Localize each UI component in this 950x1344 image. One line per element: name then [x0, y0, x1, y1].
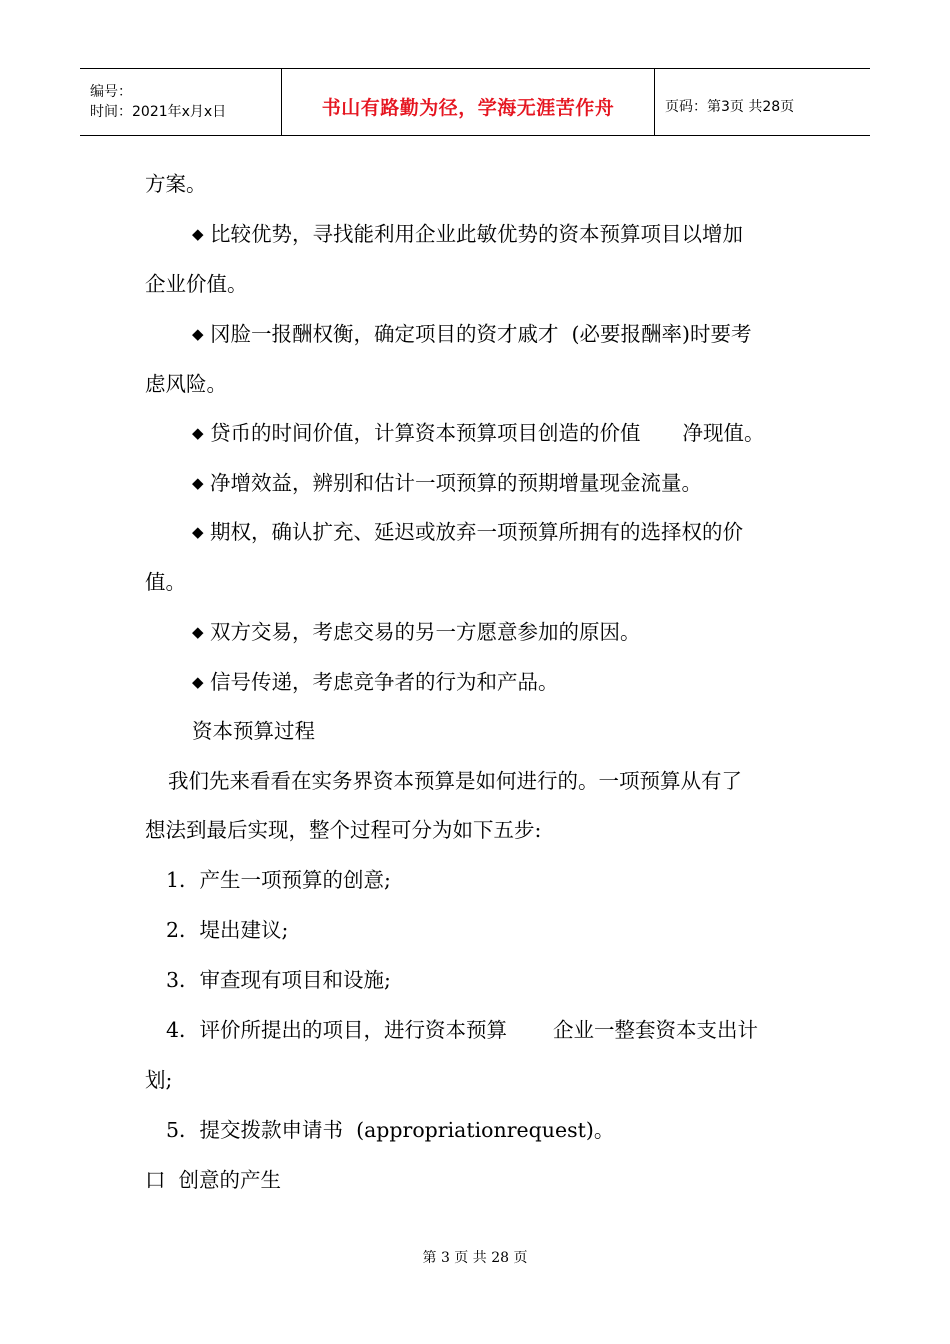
step-item: 3．审查现有项目和设施; — [166, 968, 391, 992]
text-line: 方案。 — [145, 172, 207, 196]
header-motto-cell — [282, 69, 655, 135]
bullet-item — [192, 469, 702, 497]
text-line: 值。 — [145, 570, 186, 594]
page-header — [80, 68, 870, 136]
diamond-bullet-icon: ◆ — [192, 225, 204, 243]
section-heading: 资本预算过程 — [192, 719, 315, 743]
header-page-label: 页码：第3页 共28页 — [665, 99, 795, 115]
bullet-text: 比较优势，寻找能利用企业此敏优势的资本预算项目以增加 — [210, 222, 743, 246]
step-text: 4．评价所提出的项目，进行资本预算 — [166, 1018, 508, 1042]
text-line: 划; — [145, 1068, 173, 1092]
text-line: 企业价值。 — [145, 272, 248, 296]
diamond-bullet-icon: ◆ — [192, 623, 204, 641]
bullet-text: 贷币的时间价值，计算资本预算项目创造的价值 — [210, 421, 641, 445]
bullet-item — [192, 668, 559, 696]
header-meta — [80, 69, 282, 135]
bullet-item — [192, 618, 641, 646]
diamond-bullet-icon: ◆ — [192, 474, 204, 492]
header-motto: 书山有路勤为径，学海无涯苦作舟 — [321, 96, 615, 119]
bullet-text: 期权，确认扩充、延迟或放弃一项预算所拥有的选择权的价 — [210, 520, 743, 544]
header-page-cell — [655, 69, 870, 135]
page-footer: 第 3 页 共 28 页 — [422, 1250, 528, 1266]
bullet-text-tail: 净现值。 — [682, 421, 765, 445]
diamond-bullet-icon: ◆ — [192, 325, 204, 343]
diamond-bullet-icon: ◆ — [192, 673, 204, 691]
header-code-label: 编号： — [90, 84, 132, 100]
step-item — [166, 1016, 758, 1044]
header-time-label: 时间：2021年x月x日 — [90, 104, 227, 120]
bullet-text: 双方交易，考虑交易的另一方愿意参加的原因。 — [210, 620, 641, 644]
text-line: 虑风险。 — [145, 372, 227, 396]
bullet-text: 信号传递，考虑竞争者的行为和产品。 — [210, 670, 559, 694]
diamond-bullet-icon: ◆ — [192, 424, 204, 442]
bullet-text: 冈脸一报酬权衡，确定项目的资才戚才 (必要报酬率)时要考 — [210, 322, 752, 346]
bullet-item — [192, 518, 743, 546]
paragraph-line: 想法到最后实现，整个过程可分为如下五步: — [145, 818, 542, 842]
bullet-item — [192, 419, 765, 447]
paragraph-line: 我们先来看看在实务界资本预算是如何进行的。一项预算从有了 — [168, 769, 742, 793]
step-item: 1．产生一项预算的创意; — [166, 868, 391, 892]
subsection-heading: 口 创意的产生 — [145, 1168, 282, 1192]
bullet-text: 净增效益，辨别和估计一项预算的预期增量现金流量。 — [210, 471, 702, 495]
step-text-tail: 企业一整套资本支出计 — [553, 1018, 759, 1042]
bullet-item — [192, 320, 752, 348]
diamond-bullet-icon: ◆ — [192, 523, 204, 541]
bullet-item — [192, 220, 743, 248]
step-item: 5．提交拨款申请书 (appropriationrequest)。 — [166, 1118, 615, 1142]
step-item: 2．堤出建议; — [166, 918, 289, 942]
